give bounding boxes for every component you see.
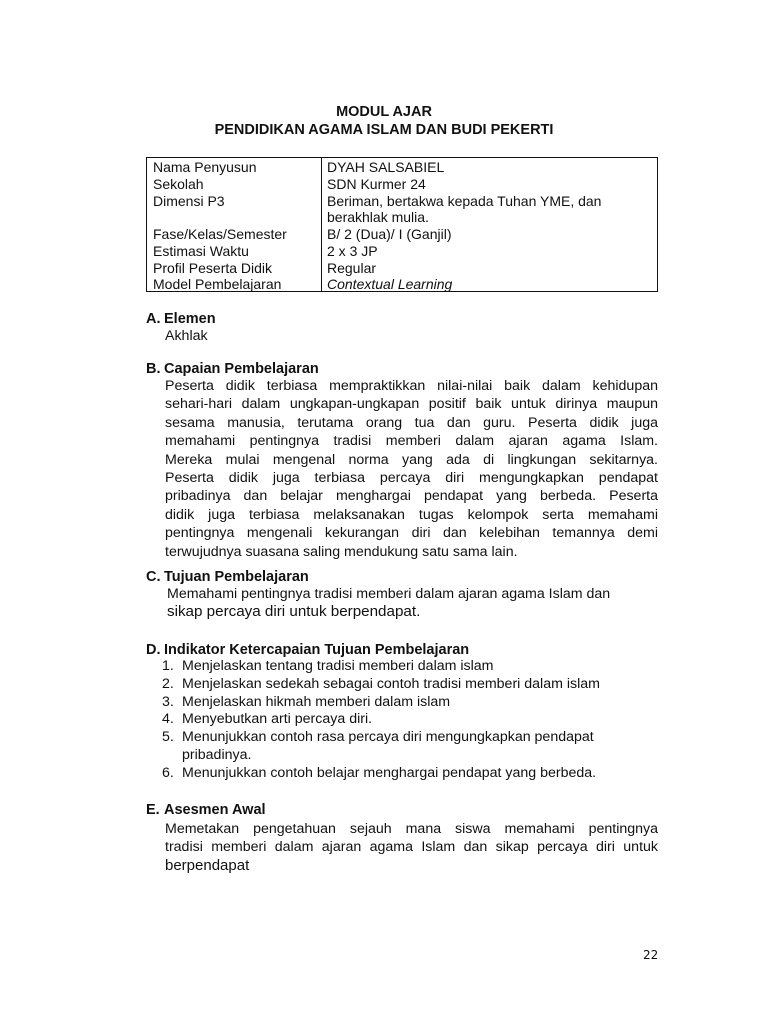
paragraph-line: Memetakan pengetahuan sejauh mana siswa memahami pentingnya bbox=[165, 821, 658, 837]
section-b-title: Capaian Pembelajaran bbox=[164, 361, 319, 377]
list-item-text: Menjelaskan sedekah sebagai contoh tradisi memberi dalam islam bbox=[182, 675, 600, 692]
paragraph-line: pentingnya mengenali kekurangan diri dan kelebihan temannya demi bbox=[165, 525, 658, 542]
info-table bbox=[146, 157, 658, 292]
table-value-dimensi-p3: Beriman, bertakwa kepada Tuhan YME, dan bbox=[327, 193, 602, 209]
paragraph-line: terwujudnya suasana saling mendukung satu sama lain. bbox=[165, 543, 518, 560]
section-b-paragraph bbox=[165, 377, 658, 561]
list-item-text: Menunjukkan contoh belajar menghargai pendapat yang berbeda. bbox=[182, 764, 597, 781]
table-column-divider bbox=[321, 158, 322, 291]
list-item bbox=[162, 694, 662, 712]
section-b-heading bbox=[146, 361, 319, 378]
paragraph-line: sehari-hari dalam ungkapan-ungkapan positif baik untuk dirinya maupun bbox=[165, 396, 658, 413]
list-item bbox=[162, 711, 662, 729]
list-item bbox=[162, 765, 662, 783]
table-label-model-pembelajaran: Model Pembelajaran bbox=[153, 276, 282, 292]
list-item-number: 4. bbox=[162, 711, 174, 728]
indicator-list bbox=[162, 658, 662, 783]
list-item-number: 1. bbox=[162, 658, 174, 674]
paragraph-line: Mereka mulai mengenal norma yang ada di lingkungan sekitarnya. bbox=[165, 451, 658, 468]
paragraph-line: memahami pentingnya tradisi memberi dalam ajaran agama Islam. bbox=[165, 433, 658, 450]
section-e-letter: E. bbox=[146, 802, 160, 818]
table-value-nama-penyusun: DYAH SALSABIEL bbox=[327, 159, 445, 175]
document-title bbox=[0, 103, 768, 139]
table-value-estimasi-waktu: 2 x 3 JP bbox=[327, 243, 378, 259]
table-label-estimasi-waktu: Estimasi Waktu bbox=[153, 243, 249, 259]
paragraph-line: pribadinya dan belajar menghargai pendapat yang berbeda. Peserta bbox=[165, 488, 658, 505]
section-e-title: Asesmen Awal bbox=[164, 802, 266, 818]
table-label-dimensi-p3: Dimensi P3 bbox=[153, 193, 225, 209]
list-item-number: 5. bbox=[162, 729, 174, 746]
list-item-text: Menunjukkan contoh rasa percaya diri mengungkapkan pendapat bbox=[182, 729, 594, 746]
section-c-title: Tujuan Pembelajaran bbox=[164, 569, 309, 585]
list-item-number: 2. bbox=[162, 675, 174, 692]
section-a-text: Akhlak bbox=[165, 328, 208, 344]
paragraph-line: Peserta didik juga terbiasa percaya diri mengungkapkan pendapat bbox=[165, 470, 658, 487]
section-c-line-2: sikap percaya diri untuk berpendapat. bbox=[167, 603, 421, 620]
paragraph-line: Peserta didik terbiasa mempraktikkan nilai-nilai baik dalam kehidupan bbox=[165, 378, 658, 394]
section-e-paragraph bbox=[165, 820, 658, 875]
section-e-heading bbox=[146, 802, 266, 819]
table-label-sekolah: Sekolah bbox=[153, 176, 204, 192]
list-item-number: 6. bbox=[162, 764, 174, 781]
section-a-letter: A. bbox=[146, 311, 161, 327]
table-value-dimensi-p3-cont: berakhlak mulia. bbox=[327, 209, 429, 225]
section-c-line-1: Memahami pentingnya tradisi memberi dalam ajaran agama Islam dan bbox=[167, 586, 611, 602]
paragraph-line: sesama manusia, terutama orang tua dan guru. Peserta didik juga bbox=[165, 414, 658, 431]
section-a-heading bbox=[146, 311, 216, 328]
table-value-profil-peserta-didik: Regular bbox=[327, 260, 377, 276]
section-b-letter: B. bbox=[146, 361, 161, 377]
list-item bbox=[162, 658, 662, 676]
section-d-heading bbox=[146, 642, 469, 659]
list-item bbox=[162, 676, 662, 694]
paragraph-line: didik juga terbiasa melaksanakan tugas kelompok serta memahami bbox=[165, 506, 658, 523]
title-line-2: PENDIDIKAN AGAMA ISLAM DAN BUDI PEKERTI bbox=[214, 122, 554, 138]
table-value-sekolah: SDN Kurmer 24 bbox=[327, 176, 426, 192]
section-c-heading bbox=[146, 569, 309, 586]
section-d-title: Indikator Ketercapaian Tujuan Pembelajaran bbox=[164, 642, 470, 658]
list-item-text: Menjelaskan hikmah memberi dalam islam bbox=[182, 693, 451, 710]
table-label-nama-penyusun: Nama Penyusun bbox=[153, 159, 257, 175]
section-c-letter: C. bbox=[146, 569, 161, 585]
list-item-number: 3. bbox=[162, 693, 174, 710]
list-item-text: Menyebutkan arti percaya diri. bbox=[182, 711, 373, 728]
section-a-title: Elemen bbox=[164, 311, 216, 327]
list-item-text: Menjelaskan tentang tradisi memberi dalam islam bbox=[182, 658, 494, 674]
paragraph-line: tradisi memberi dalam ajaran agama Islam dan sikap percaya diri untuk bbox=[165, 839, 658, 856]
section-d-letter: D. bbox=[146, 642, 161, 658]
table-label-profil-peserta-didik: Profil Peserta Didik bbox=[153, 260, 273, 276]
list-item-text-cont: pribadinya. bbox=[182, 746, 252, 763]
table-value-fase-kelas-semester: B/ 2 (Dua)/ I (Ganjil) bbox=[327, 226, 452, 242]
table-label-fase-kelas-semester: Fase/Kelas/Semester bbox=[153, 226, 287, 242]
list-item bbox=[162, 729, 662, 765]
title-line-1: MODUL AJAR bbox=[336, 104, 432, 120]
table-value-model-pembelajaran: Contextual Learning bbox=[327, 276, 453, 292]
paragraph-line: berpendapat bbox=[165, 856, 250, 874]
page-number: 22 bbox=[643, 948, 659, 962]
